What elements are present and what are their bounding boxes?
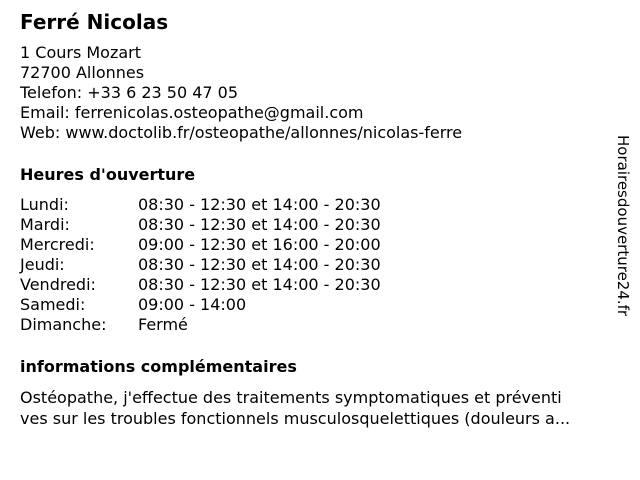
hours-row-monday [20,195,620,215]
hours-row-sunday [20,315,620,335]
time-range: 08:30 - 12:30 et 14:00 - 20:30 [138,195,381,214]
hours-row-tuesday [20,215,620,235]
day-label: Mercredi: [20,235,95,254]
hours-row-saturday [20,295,620,315]
time-range: Fermé [138,315,188,334]
description [20,387,620,429]
additional-info-title: informations complémentaires [20,357,297,376]
phone: Telefon: +33 6 23 50 47 05 [20,83,239,102]
business-card [20,10,620,429]
time-range: 08:30 - 12:30 et 14:00 - 20:30 [138,215,381,234]
day-label: Jeudi: [20,255,65,274]
day-label: Dimanche: [20,315,107,334]
day-label: Mardi: [20,215,70,234]
address-line-1: 1 Cours Mozart [20,43,142,62]
time-range: 09:00 - 12:30 et 16:00 - 20:00 [138,235,381,254]
day-label: Vendredi: [20,275,96,294]
description-line-2: ves sur les troubles fonctionnels musculosquelettiques (douleurs a... [20,409,571,428]
time-range: 08:30 - 12:30 et 14:00 - 20:30 [138,255,381,274]
day-label: Samedi: [20,295,86,314]
email: Email: ferrenicolas.osteopathe@gmail.com [20,103,364,122]
opening-hours-list [20,195,620,335]
hours-row-thursday [20,255,620,275]
hours-row-wednesday [20,235,620,255]
time-range: 09:00 - 14:00 [138,295,247,314]
hours-row-friday [20,275,620,295]
watermark: Horairesdouverture24.fr [614,135,632,317]
day-label: Lundi: [20,195,69,214]
time-range: 08:30 - 12:30 et 14:00 - 20:30 [138,275,381,294]
opening-hours-title: Heures d'ouverture [20,165,196,184]
website: Web: www.doctolib.fr/osteopathe/allonnes/nicolas-ferre [20,123,463,142]
address-line-2: 72700 Allonnes [20,63,145,82]
description-line-1: Ostéopathe, j'effectue des traitements symptomatiques et préventi [20,388,562,407]
business-name: Ferré Nicolas [20,10,169,34]
